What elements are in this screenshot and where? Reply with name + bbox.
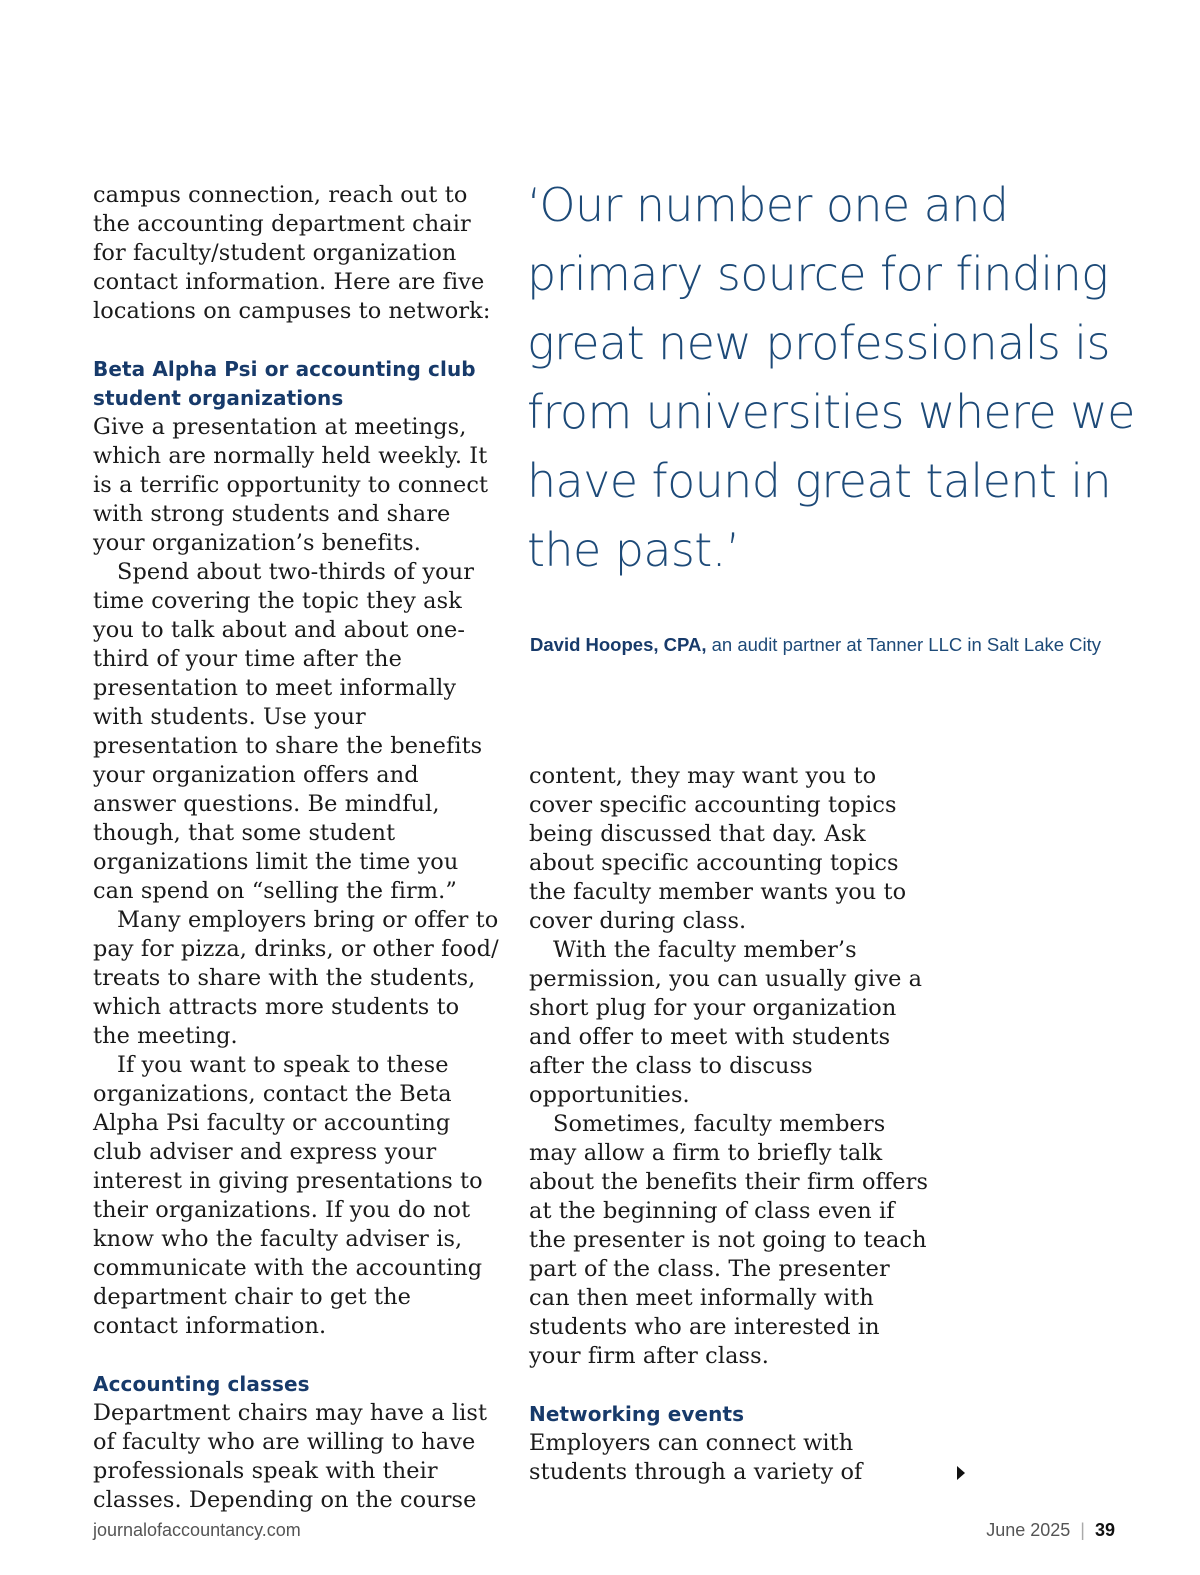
continue-arrow-icon	[957, 1466, 965, 1480]
section-heading-beta-alpha-psi: Beta Alpha Psi or accounting club student organizations	[93, 357, 476, 410]
attribution-title: an audit partner at Tanner LLC in Salt Lake City	[706, 634, 1102, 655]
body-paragraph: Spend about two-thirds of your time covering the topic they ask you to talk about and about one-third of your time after the presentation to meet informally with students. Use your presentation to share the benefits your organization offers and answer questions. Be mindful, though, that some student organizations limit the time you can spend on “selling the firm.”	[93, 559, 483, 904]
footer-date: June 2025	[986, 1520, 1071, 1540]
quote-attribution	[530, 632, 1170, 658]
left-column	[93, 181, 503, 1515]
body-paragraph: If you want to speak to these organizations, contact the Beta Alpha Psi faculty or accounting club adviser and express your interest in giving presentations to their organizations. If you do not know who the faculty adviser is, communicate with the accounting department chair to get the contact information.	[93, 1052, 483, 1339]
body-paragraph: Department chairs may have a list of faculty who are willing to have professionals speak with their classes. Depending on the course	[93, 1400, 488, 1513]
page-footer	[93, 1517, 1115, 1543]
intro-paragraph: campus connection, reach out to the accounting department chair for faculty/student organization contact information. Here are five locations on campuses to network:	[93, 182, 491, 324]
body-paragraph: Employers can connect with students through a variety of	[529, 1430, 863, 1485]
body-paragraph: Many employers bring or offer to pay for pizza, drinks, or other food/ treats to share with the students, which attracts more students to the meeting.	[93, 907, 499, 1049]
pull-quote: ‘Our number one and primary source for finding great new professionals is from universities where we have found great talent in the past.’	[527, 178, 1135, 577]
attribution-name: David Hoopes, CPA,	[530, 634, 707, 655]
body-paragraph: With the faculty member’s permission, you can usually give a short plug for your organization and offer to meet with students after the class to discuss opportunities.	[529, 937, 923, 1108]
page-number: 39	[1094, 1520, 1115, 1540]
body-paragraph: Sometimes, faculty members may allow a firm to briefly talk about the benefits their firm offers at the beginning of class even if the presenter is not going to teach part of the class. The presenter can then meet informally with students who are interested in your firm after class.	[529, 1111, 929, 1369]
footer-website: journalofaccountancy.com	[93, 1520, 301, 1540]
section-heading-networking-events: Networking events	[529, 1402, 745, 1426]
footer-separator: |	[1080, 1520, 1085, 1540]
body-paragraph: Give a presentation at meetings, which are normally held weekly. It is a terrific opportunity to connect with strong students and share your organization’s benefits.	[93, 414, 489, 556]
middle-column	[529, 762, 929, 1487]
section-heading-accounting-classes: Accounting classes	[93, 1372, 310, 1396]
body-paragraph: content, they may want you to cover specific accounting topics being discussed that day. Ask about specific accounting topics the faculty member wants you to cover during class.	[529, 763, 907, 934]
footer-issue-info	[986, 1517, 1115, 1543]
